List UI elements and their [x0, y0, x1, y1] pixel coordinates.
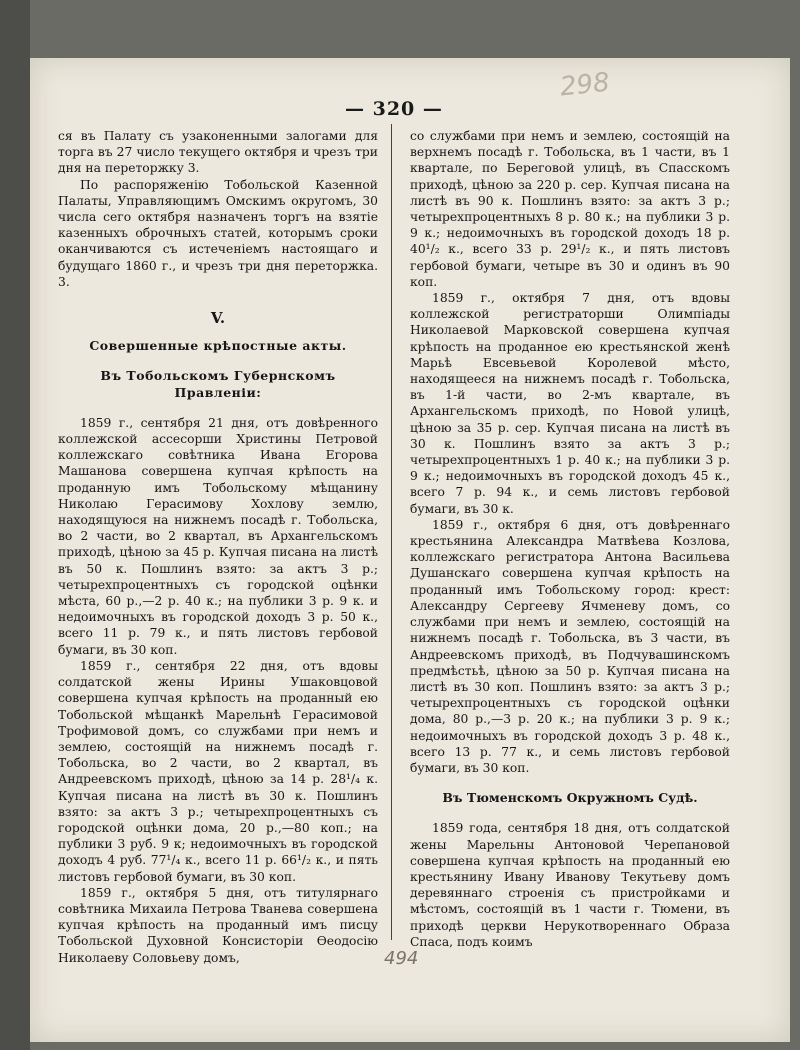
court-heading: Въ Тюменскомъ Окружномъ Судѣ. [442, 790, 698, 806]
paragraph: со службами при немъ и землею, состоящій на верхнемъ посадѣ г. Тобольска, въ 1 части, въ 1 квартале, по Береговой улицѣ, въ Спасскомъ приходѣ, цѣною за 220 р. сер. Купчая писана на листѣ въ 90 к. Пошлинъ взято: за актъ 3 р.; четырехпроцентныхъ 8 р. 80 к.; на публики 3 р. 9 к.; недоимочныхъ въ городской доходъ 18 р. 40¹/₂ к., всего 33 р. 29¹/₂ к., и пять листовъ гербовой бумаги, четыре въ 30 и одинъ въ 90 коп. [410, 129, 730, 289]
left-column [58, 128, 378, 966]
scanner-edge [0, 0, 30, 1050]
handwritten-bottom-number: 494 [384, 948, 419, 969]
right-column [410, 128, 730, 950]
paragraph: ся въ Палату съ узаконенными залогами для торга въ 27 число текущего октября и чрезъ три дня на переторжку 3. [58, 129, 378, 176]
section-number: V. [210, 309, 226, 328]
paragraph: 1859 г., сентября 22 дня, отъ вдовы солдатской жены Ирины Ушаковцовой совершена купчая крѣпость на проданный ею Тобольской мѣщанкѣ Марельнѣ Герасимовой Трофимовой домъ, со службами при немъ и землею, состоящій на нижнемъ посадѣ г. Тобольска, во 2 части, во 2 квартал, въ Андреевскомъ приходѣ, цѣною за 14 р. 28¹/₄ к. Купчая писана на листѣ въ 30 к. Пошлинъ взято: за актъ 3 р.; четырехпроцентныхъ съ городской оцѣнки дома, 20 р.,—80 коп.; на публики 3 руб. 9 к; недоимочныхъ въ городской доходъ 4 руб. 77¹/₄ к., всего 11 р. 66¹/₂ к., и пять листовъ гербовой бумаги, въ 30 коп. [58, 658, 378, 884]
paragraph: 1859 г., октября 5 дня, отъ титулярнаго совѣтника Михаила Петрова Тванева совершена купчая крѣпость на проданный имъ писцу Тобольской Духовной Консисторіи Ѳеодосію Николаеву Соловьеву домъ, [58, 885, 378, 965]
handwritten-folio-number: 298 [558, 67, 612, 103]
paragraph: 1859 г., сентября 21 дня, отъ довѣренного коллежской ассесорши Христины Петровой коллежскаго совѣтника Ивана Егорова Машанова совершена купчая крѣпость на проданную имъ Тобольскому мѣщанину Николаю Герасимову Хохлову землю, находящуюся на нижнемъ посадѣ г. Тобольска, во 2 части, во 2 квартал, въ Архангельскомъ приходѣ, цѣною за 45 р. Купчая писана на листѣ въ 50 к. Пошлинъ взято: за актъ 3 р.; четырехпроцентныхъ съ городской оцѣнки мѣста, 60 р.,—2 р. 40 к.; на публики 3 р. 9 к. и недоимочныхъ въ городской доходъ 3 р. 50 к., всего 11 р. 79 к., и пять листовъ гербовой бумаги, въ 30 коп. [58, 415, 378, 657]
court-heading: Въ Тобольскомъ Губернскомъ Правленіи: [100, 368, 336, 400]
page-number: — 320 — [345, 98, 443, 120]
paragraph: 1859 года, сентября 18 дня, отъ солдатской жены Марельны Антоновой Черепановой совершена купчая крѣпость на проданный ею крестьянину Ивану Иванову Текутьеву домъ деревяннаго строенія съ пристройками и мѣстомъ, состоящій въ 1 части г. Тюмени, въ приходѣ церкви Нерукотвореннаго Образа Спаса, подъ коимъ [410, 821, 730, 949]
paragraph: По распоряженію Тобольской Казенной Палаты, Управляющимъ Омскимъ округомъ, 30 числа сего октября назначенъ торгъ на взятіе казенныхъ оброчныхъ статей, которымъ сроки оканчиваются съ истеченіемъ настоящаго и будущаго 1860 г., и чрезъ три дня переторжка. 3. [58, 177, 378, 289]
paragraph: 1859 г., октября 7 дня, отъ вдовы коллежской регистраторши Олимпіады Николаевой Марковской совершена купчая крѣпость на проданное ею крестьянской женѣ Марьѣ Евсевьевой Королевой мѣсто, находящееся на нижнемъ посадѣ г. Тобольска, въ 1-й части, во 2-мъ квартале, въ Архангельскомъ приходѣ, по Новой улицѣ, цѣною за 35 р. сер. Купчая писана на листѣ въ 30 к. Пошлинъ взято за актъ 3 р.; четырехпроцентныхъ 1 р. 40 к.; на публики 3 р. 9 к.; недоимочныхъ въ городской доходъ 45 к., всего 7 р. 94 к., и семь листовъ гербовой бумаги, въ 30 к. [410, 291, 730, 516]
paragraph: 1859 г., октября 6 дня, отъ довѣреннаго крестьянина Александра Матвѣева Козлова, коллежскаго регистратора Антона Васильева Душанскаго совершена купчая крѣпость на проданный имъ Тобольскому город: крест: Александру Сергееву Ячменеву домъ, со службами при немъ и землею, состоящій на нижнемъ посадѣ г. Тобольска, въ 3 части, въ Андреевскомъ приходѣ, въ Подчувашинскомъ предмѣстьѣ, цѣною за 50 р. Купчая писана на листѣ въ 30 коп. Пошлинъ взято: за актъ 3 р.; четырехпроцентныхъ съ городской оцѣнки дома, 80 р.,—3 р. 20 к.; на публики 3 р. 9 к.; недоимочныхъ въ городской доходъ 3 р. 48 к., всего 13 р. 77 к., и семь листовъ гербовой бумаги, въ 30 коп. [410, 517, 730, 775]
column-divider [391, 124, 392, 940]
section-title: Совершенные крѣпостные акты. [89, 338, 347, 354]
